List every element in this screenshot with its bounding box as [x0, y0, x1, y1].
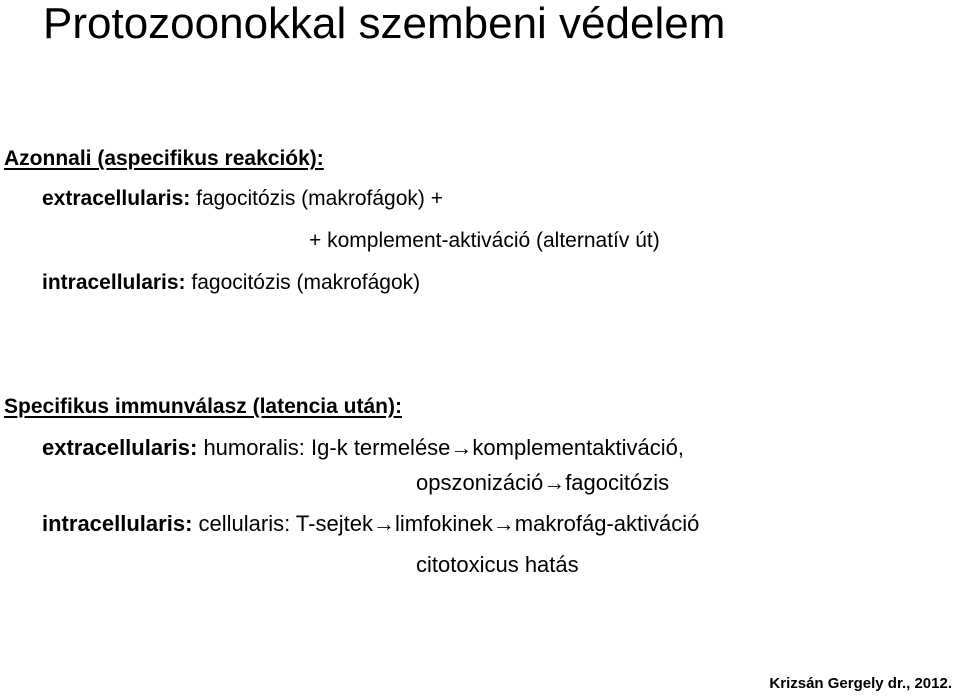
innate-extracellular-line — [42, 186, 443, 212]
innate-intracellular-line — [42, 270, 420, 296]
innate-extracellular-text: fagocitózis (makrofágok) + — [196, 187, 443, 210]
specific-intracellular-text: cellularis: T-sejtek→limfokinek→makrofág-aktiváció — [198, 511, 700, 536]
innate-extracellular-continuation: + komplement-aktiváció (alternatív út) — [309, 229, 660, 252]
innate-heading: Azonnali (aspecifikus reakciók): — [4, 147, 324, 170]
specific-extracellular-line — [42, 434, 684, 462]
innate-extracellular-label: extracellularis: — [42, 187, 191, 210]
author-credit: Krizsán Gergely dr., 2012. — [769, 675, 952, 692]
specific-intracellular-label: intracellularis: — [42, 511, 193, 536]
specific-heading: Specifikus immunválasz (latencia után): — [4, 395, 402, 418]
specific-extracellular-continuation: opszonizáció→fagocitózis — [416, 470, 670, 495]
innate-intracellular-label: intracellularis: — [42, 271, 186, 294]
specific-extracellular-text: humoralis: Ig-k termelése→komplementaktiváció, — [203, 435, 684, 460]
specific-intracellular-continuation: citotoxicus hatás — [416, 552, 579, 577]
page-title: Protozoonokkal szembeni védelem — [43, 0, 726, 48]
specific-extracellular-label: extracellularis: — [42, 435, 198, 460]
specific-intracellular-line — [42, 510, 699, 538]
innate-intracellular-text: fagocitózis (makrofágok) — [191, 271, 421, 294]
